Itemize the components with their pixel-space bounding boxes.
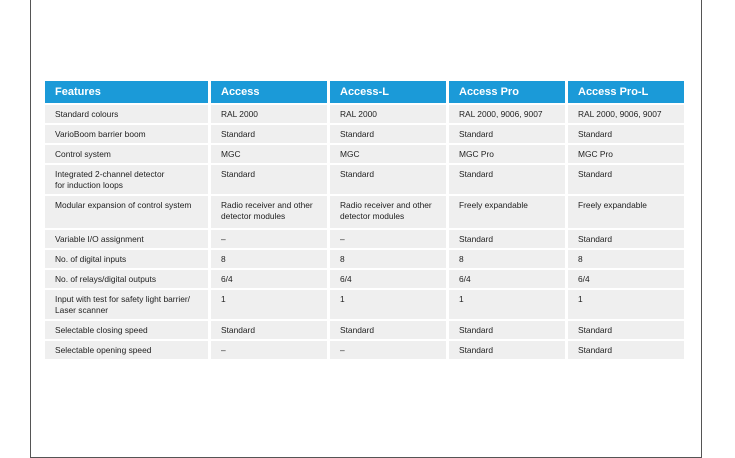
table-cell: 6/4 [330, 270, 446, 288]
table-cell: Standard [449, 230, 565, 248]
table-cell: 1 [568, 290, 684, 319]
table-cell: 1 [211, 290, 327, 319]
row-label: Modular expansion of control system [45, 196, 208, 228]
table-cell: Standard [449, 341, 565, 359]
table-cell: 1 [330, 290, 446, 319]
row-label: No. of relays/digital outputs [45, 270, 208, 288]
table-cell: Standard [568, 125, 684, 143]
row-label: Standard colours [45, 105, 208, 123]
table-cell: Standard [449, 125, 565, 143]
table-cell: Freely expandable [449, 196, 565, 228]
row-label: Variable I/O assignment [45, 230, 208, 248]
header-access-pro-l: Access Pro-L [568, 81, 684, 103]
table-cell: Standard [211, 125, 327, 143]
table-cell: RAL 2000, 9006, 9007 [449, 105, 565, 123]
row-label: Control system [45, 145, 208, 163]
header-access-l: Access-L [330, 81, 446, 103]
row-label: Selectable opening speed [45, 341, 208, 359]
table-cell: Standard [330, 125, 446, 143]
header-access-pro: Access Pro [449, 81, 565, 103]
header-features: Features [45, 81, 208, 103]
table-cell: RAL 2000, 9006, 9007 [568, 105, 684, 123]
table-cell: Standard [568, 321, 684, 339]
table-cell: 6/4 [568, 270, 684, 288]
table-cell: 8 [330, 250, 446, 268]
table-cell: Standard [330, 321, 446, 339]
table-cell: 8 [211, 250, 327, 268]
table-cell: Standard [211, 165, 327, 194]
header-access: Access [211, 81, 327, 103]
table-cell: 1 [449, 290, 565, 319]
table-cell: Radio receiver and other detector modules [211, 196, 327, 228]
table-cell: Standard [449, 321, 565, 339]
table-cell: – [211, 341, 327, 359]
table-cell: Standard [568, 341, 684, 359]
table-cell: – [211, 230, 327, 248]
row-label: Selectable closing speed [45, 321, 208, 339]
table-cell: 6/4 [211, 270, 327, 288]
row-label: VarioBoom barrier boom [45, 125, 208, 143]
table-cell: RAL 2000 [211, 105, 327, 123]
row-label: Integrated 2-channel detector for induction loops [45, 165, 208, 194]
table-cell: MGC Pro [449, 145, 565, 163]
row-label: Input with test for safety light barrier/ Laser scanner [45, 290, 208, 319]
row-label: No. of digital inputs [45, 250, 208, 268]
table-cell: RAL 2000 [330, 105, 446, 123]
table-cell: Standard [568, 230, 684, 248]
table-cell: MGC [330, 145, 446, 163]
table-cell: MGC Pro [568, 145, 684, 163]
table-cell: Standard [330, 165, 446, 194]
table-cell: – [330, 341, 446, 359]
table-cell: 6/4 [449, 270, 565, 288]
table-cell: 8 [568, 250, 684, 268]
table-cell: MGC [211, 145, 327, 163]
table-cell: Standard [449, 165, 565, 194]
table-cell: Radio receiver and other detector modules [330, 196, 446, 228]
table-cell: Freely expandable [568, 196, 684, 228]
table-cell: 8 [449, 250, 565, 268]
table-cell: Standard [211, 321, 327, 339]
features-comparison-table [45, 81, 684, 359]
table-cell: – [330, 230, 446, 248]
table-cell: Standard [568, 165, 684, 194]
